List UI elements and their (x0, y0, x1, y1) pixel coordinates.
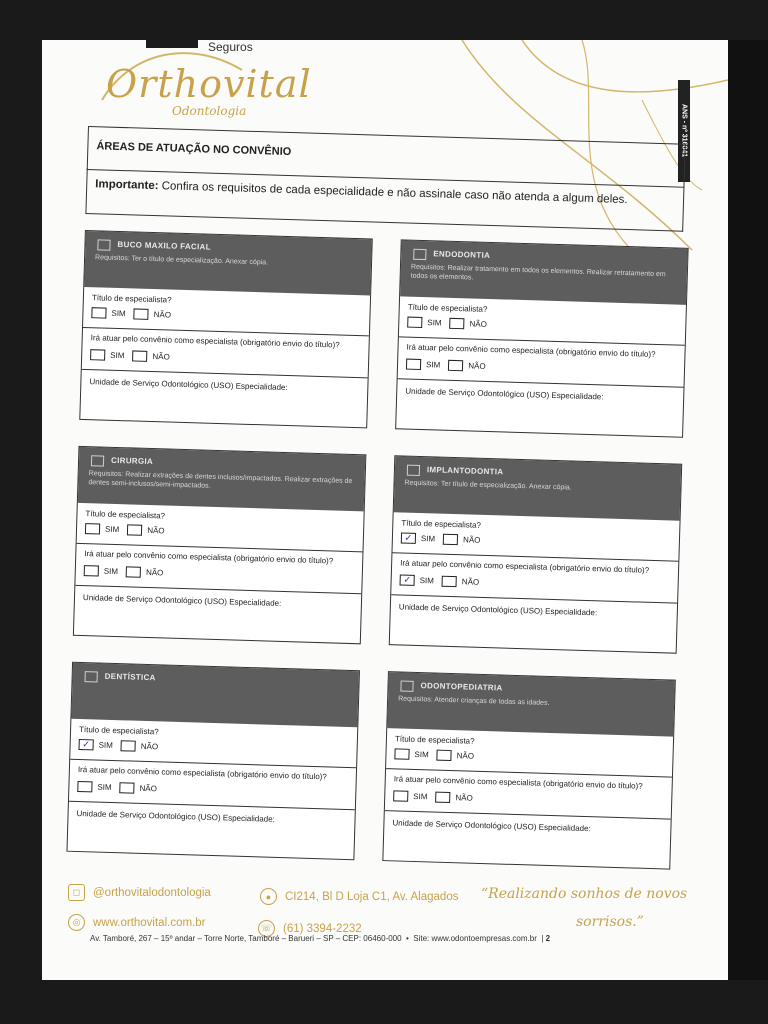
location-contact (260, 888, 458, 905)
nao-label: NÃO (456, 751, 475, 761)
specialty-checkbox[interactable] (97, 239, 110, 250)
divider (398, 378, 684, 387)
titulo-options (394, 748, 482, 762)
uso-field[interactable]: Unidade de Serviço Odontológico (USO) Especialidade: (89, 377, 288, 393)
sim-label: SIM (419, 576, 435, 586)
atuar-options (406, 359, 494, 373)
instagram-contact[interactable] (68, 884, 211, 901)
important-text: Confira os requisitos de cada especialidade e não assinale caso não atenda a algum deles. (161, 180, 628, 207)
titulo-question: Título de especialista? (407, 302, 488, 314)
specialty-requirements: Requisitos: Realizar tratamento em todos os elementos. Realizar retratamento em todos os elementos. (410, 263, 666, 282)
ans-badge: ANS - nº 316041 (678, 80, 690, 182)
specialty-requirements: Requisitos: Realizar extrações de dentes inclusos/impactados. Realizar extrações de dentes semi-inclusos/semi-impactados. (88, 470, 353, 490)
divider (75, 585, 361, 594)
brand-logo: Orthovital (106, 62, 312, 106)
atuar-nao-checkbox[interactable] (448, 360, 463, 371)
sim-label: SIM (97, 782, 112, 792)
nao-label: NÃO (462, 535, 481, 545)
specialty-checkbox[interactable] (407, 465, 420, 476)
partner-name: Seguros (208, 40, 253, 54)
phone-number: (61) 3394-2232 (283, 922, 362, 935)
titulo-sim-checkbox[interactable]: ✓ (401, 532, 416, 543)
titulo-nao-checkbox[interactable] (134, 308, 149, 319)
atuar-options (84, 565, 172, 579)
sim-label: SIM (414, 749, 429, 760)
site-link[interactable]: Site: www.odontoempresas.com.br (413, 934, 537, 943)
atuar-options (77, 781, 165, 795)
address-line: Av. Tamboré, 267 – 15º andar – Torre Norte, Tamboré – Barueri – SP – CEP: 06460-000 • Site: www.odontoempresas.com.br | 2 (90, 934, 551, 943)
atuar-nao-checkbox[interactable] (119, 782, 134, 793)
nao-label: NÃO (461, 577, 480, 587)
sim-label: SIM (104, 524, 120, 535)
specialty-checkbox[interactable] (400, 681, 413, 692)
nao-label: NÃO (140, 741, 159, 752)
phone-icon: ☏ (258, 920, 275, 937)
titulo-question: Título de especialista? (394, 734, 475, 746)
titulo-sim-checkbox[interactable] (85, 523, 100, 534)
titulo-nao-checkbox[interactable] (437, 750, 452, 761)
sim-label: SIM (427, 318, 442, 328)
nao-label: NÃO (469, 319, 488, 329)
atuar-nao-checkbox[interactable] (132, 350, 147, 361)
specialty-checkbox[interactable] (413, 249, 426, 260)
atuar-options (400, 574, 488, 588)
titulo-options (91, 307, 179, 321)
atuar-sim-checkbox[interactable] (84, 565, 99, 576)
titulo-sim-checkbox[interactable] (407, 317, 422, 328)
titulo-options (85, 523, 173, 537)
address-text: Av. Tamboré, 267 – 15º andar – Torre Norte, Tamboré – Barueri – SP – CEP: 06460-000 (90, 934, 402, 943)
atuar-question: Irá atuar pelo convênio como especialista (obrigatório envio do título)? (90, 333, 340, 350)
nao-label: NÃO (145, 567, 164, 578)
card-header (394, 456, 682, 520)
nao-label: NÃO (139, 783, 158, 794)
specialty-name: BUCO MAXILO FACIAL (117, 239, 211, 252)
titulo-nao-checkbox[interactable] (443, 534, 458, 545)
titulo-sim-checkbox[interactable]: ✓ (78, 739, 93, 750)
specialty-name: IMPLANTODONTIA (426, 465, 504, 477)
atuar-nao-checkbox[interactable] (435, 792, 450, 803)
divider (82, 369, 368, 378)
titulo-nao-checkbox[interactable] (449, 318, 464, 329)
titulo-options (407, 317, 495, 331)
nao-label: NÃO (152, 352, 170, 362)
card-header (71, 663, 359, 727)
atuar-question: Irá atuar pelo convênio como especialista (obrigatório envio do título)? (393, 774, 643, 791)
uso-field[interactable]: Unidade de Serviço Odontológico (USO) Especialidade: (405, 386, 604, 402)
divider (385, 810, 671, 819)
specialty-card (395, 239, 689, 437)
important-label: Importante: (95, 178, 159, 193)
nao-label: NÃO (455, 793, 473, 803)
uso-field[interactable]: Unidade de Serviço Odontológico (USO) Especialidade: (398, 602, 598, 618)
globe-icon: ◎ (68, 914, 85, 931)
specialty-card (79, 230, 373, 428)
nao-label: NÃO (147, 525, 165, 536)
specialty-name: ENDODONTIA (433, 249, 491, 260)
atuar-options (393, 790, 481, 804)
specialty-requirements (82, 685, 352, 693)
titulo-question: Título de especialista? (78, 725, 159, 737)
document-page (42, 40, 728, 980)
brand-subtitle: Odontologia (172, 104, 247, 118)
card-header (387, 672, 675, 736)
divider (391, 594, 677, 603)
uso-field[interactable]: Unidade de Serviço Odontológico (USO) Especialidade: (82, 593, 282, 608)
sim-label: SIM (420, 534, 436, 544)
atuar-sim-checkbox[interactable] (90, 349, 105, 360)
page-number: 2 (545, 934, 551, 943)
specialty-requirements: Requisitos: Atender crianças de todas as idades. (398, 695, 550, 707)
atuar-question: Irá atuar pelo convênio como especialista (obrigatório envio do título)? (84, 549, 334, 566)
specialty-name: DENTÍSTICA (104, 671, 156, 683)
divider (69, 801, 355, 810)
atuar-sim-checkbox[interactable] (406, 359, 421, 370)
titulo-question: Título de especialista? (85, 509, 166, 521)
sim-label: SIM (111, 308, 126, 319)
specialty-card (389, 455, 683, 653)
atuar-nao-checkbox[interactable] (442, 576, 457, 587)
specialty-name: ODONTOPEDIATRIA (420, 681, 503, 693)
sim-label: SIM (98, 740, 114, 751)
specialty-card (66, 662, 360, 860)
atuar-options (90, 349, 178, 363)
atuar-sim-checkbox[interactable]: ✓ (400, 574, 415, 585)
atuar-nao-checkbox[interactable] (126, 566, 141, 577)
location-pin-icon: ● (260, 888, 277, 905)
atuar-sim-checkbox[interactable] (393, 790, 408, 801)
atuar-question: Irá atuar pelo convênio como especialista (obrigatório envio do título)? (77, 764, 327, 782)
titulo-sim-checkbox[interactable] (394, 748, 409, 759)
titulo-nao-checkbox[interactable] (121, 740, 136, 751)
specialty-card (73, 446, 367, 644)
sim-label: SIM (103, 566, 119, 577)
card-header (78, 447, 366, 511)
titulo-question: Título de especialista? (91, 293, 172, 305)
specialty-requirements: Requisitos: Ter o título de especialização. Anexar cópia. (94, 254, 269, 267)
specialty-requirements: Requisitos: Ter título de especialização. Anexar cópia. (404, 479, 572, 492)
sim-label: SIM (413, 791, 428, 802)
titulo-sim-checkbox[interactable] (91, 307, 106, 318)
background-right (728, 40, 768, 980)
location-text: CI214, Bl D Loja C1, Av. Alagados (285, 890, 459, 903)
partner-logo-bar (146, 40, 198, 48)
titulo-nao-checkbox[interactable] (127, 524, 142, 535)
specialty-checkbox[interactable] (91, 455, 104, 466)
specialty-name: CIRURGIA (110, 455, 154, 467)
website-contact[interactable] (68, 914, 205, 931)
atuar-question: Irá atuar pelo convênio como especialista (obrigatório envio do título)? (400, 558, 650, 575)
sim-label: SIM (425, 360, 441, 370)
atuar-question: Irá atuar pelo convênio como especialista (obrigatório envio do título)? (406, 342, 656, 359)
titulo-question: Título de especialista? (401, 518, 482, 530)
website-link[interactable]: www.orthovital.com.br (93, 916, 206, 929)
slogan-line2: sorrisos.” (576, 914, 644, 930)
slogan-line1: “Realizando sonhos de novos (481, 886, 688, 902)
specialty-checkbox[interactable] (84, 671, 97, 682)
section-title: ÁREAS DE ATUAÇÃO NO CONVÊNIO (96, 140, 292, 159)
specialty-card (382, 671, 676, 869)
titulo-options (78, 739, 166, 753)
card-header (84, 231, 372, 295)
instagram-icon: ◻ (68, 884, 85, 901)
instagram-handle: @orthovitalodontologia (93, 886, 211, 899)
nao-label: NÃO (468, 361, 486, 371)
titulo-options (401, 532, 489, 546)
sim-label: SIM (110, 350, 125, 361)
uso-field[interactable]: Unidade de Serviço Odontológico (USO) Especialidade: (392, 818, 591, 834)
atuar-sim-checkbox[interactable] (77, 781, 92, 792)
uso-field[interactable]: Unidade de Serviço Odontológico (USO) Especialidade: (76, 808, 275, 824)
card-header (400, 240, 688, 304)
nao-label: NÃO (153, 310, 172, 320)
